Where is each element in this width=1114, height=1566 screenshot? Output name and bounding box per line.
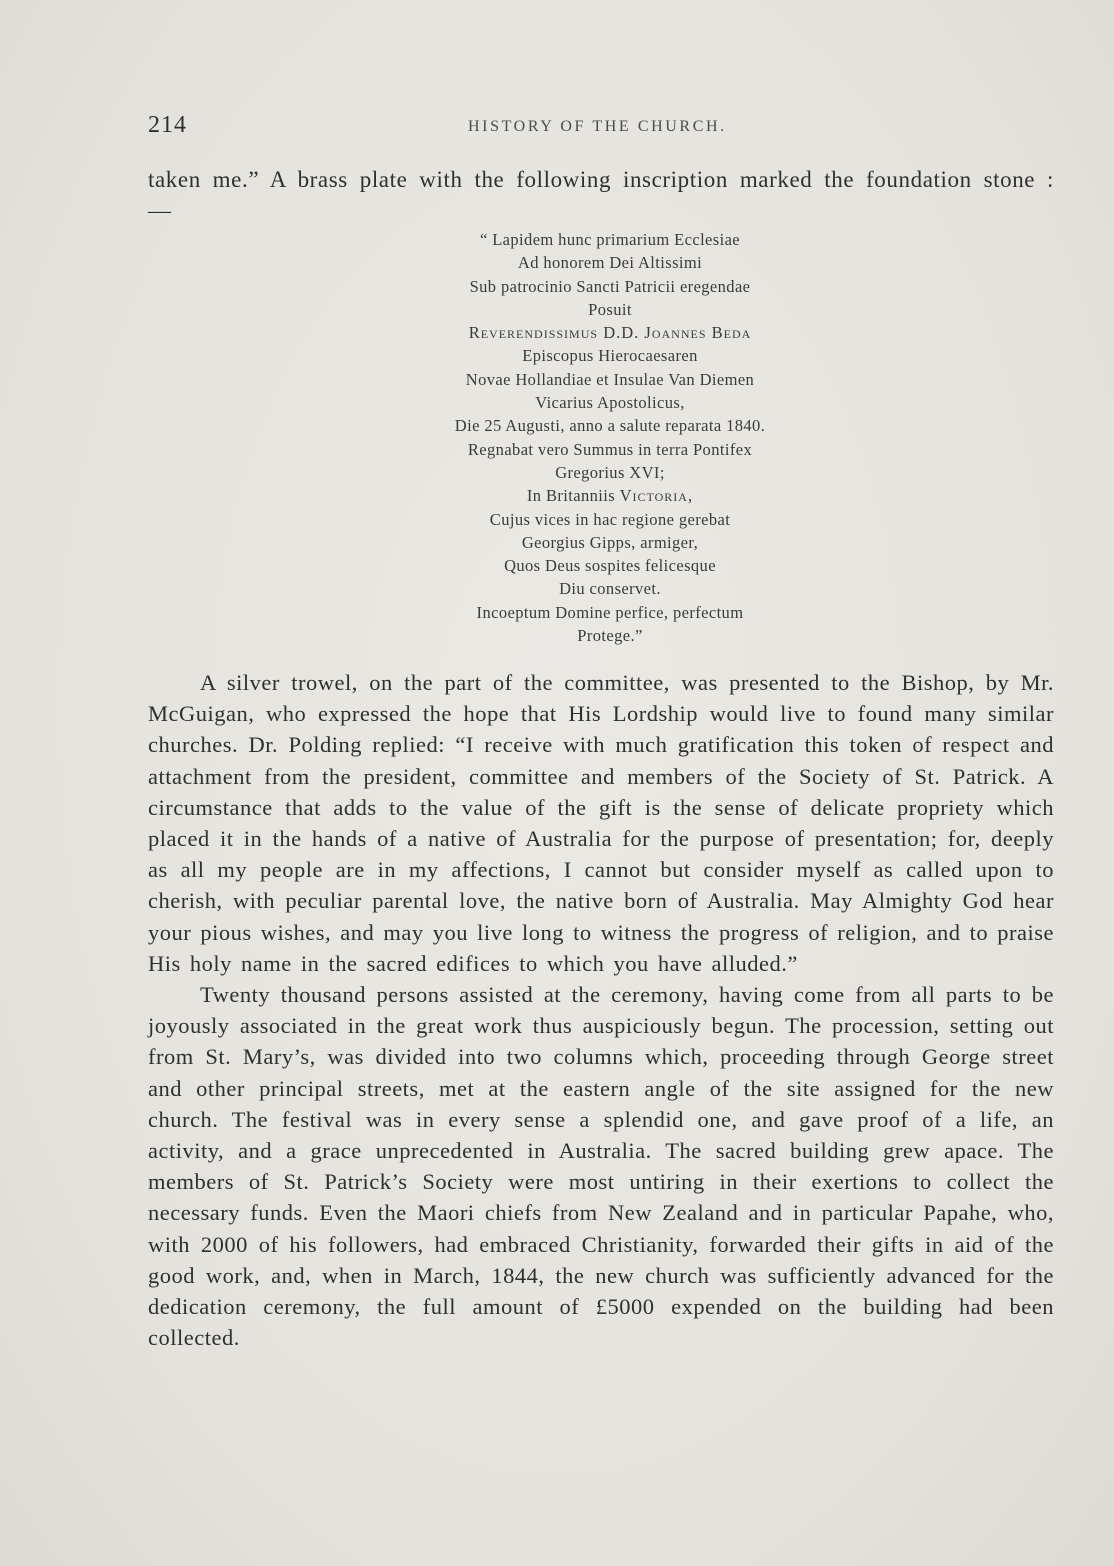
inscription-text: In Britanniis xyxy=(526,486,616,506)
intro-paragraph: taken me.” A brass plate with the following inscription marked the foundation stone :— xyxy=(148,167,1054,223)
inscription-line: Quos Deus sospites felicesque xyxy=(504,556,716,576)
inscription-line: Novae Hollandiae et Insulae Van Diemen xyxy=(465,369,755,389)
inscription-name: Victoria, xyxy=(619,486,694,506)
inscription-line: Cujus vices in hac regione gerebat xyxy=(489,509,731,529)
inscription-line xyxy=(300,484,920,507)
inscription-line: Gregorius XVI; xyxy=(555,462,665,482)
inscription-line: Posuit xyxy=(588,299,632,319)
inscription-line: Diu conservet. xyxy=(559,579,661,599)
page-header xyxy=(148,112,1052,142)
inscription-line: Georgius Gipps, armiger, xyxy=(521,532,699,552)
inscription-line: Reverendissimus D.D. Joannes Beda xyxy=(468,323,752,343)
inscription-line: Vicarius Apostolicus, xyxy=(535,393,685,413)
inscription-line: Ad honorem Dei Altissimi xyxy=(517,253,703,273)
body-text xyxy=(148,667,1054,1353)
body-paragraph: A silver trowel, on the part of the committee, was presented to the Bishop, by Mr. McGuigan, who expressed the hope that His Lordship would live to found many similar churches. Dr. Polding replied: “I receive with much gratification this token of respect and attachment from the president, committee and members of the Society of St. Patrick. A circumstance that adds to the value of the gift is the sense of delicate propriety which placed it in the hands of a native of Australia for the purpose of presentation; for, deeply as all my people are in my affections, I cannot but consider myself as called upon to cherish, with peculiar parental love, the native born of Australia. May Almighty God hear your pious wishes, and may you live long to witness the progress of religion, and to praise His holy name in the sacred edifices to which you have alluded.” xyxy=(148,670,1054,976)
inscription-line: Protege.” xyxy=(577,626,643,646)
inscription-line: Die 25 Augusti, anno a salute reparata 1840. xyxy=(454,416,766,436)
inscription-line: Incoeptum Domine perfice, perfectum xyxy=(476,602,744,622)
body-paragraph: Twenty thousand persons assisted at the ceremony, having come from all parts to be joyously associated in the great work thus auspiciously begun. The procession, setting out from St. Mary’s, was divided into two columns which, proceeding through George street and other principal streets, met at the eastern angle of the site assigned for the new church. The festival was in every sense a splendid one, and gave proof of a life, an activity, and a grace unprecedented in Australia. The sacred building grew apace. The members of St. Patrick’s Society were most untiring in their exertions to collect the necessary funds. Even the Maori chiefs from New Zealand and in particular Papahe, who, with 2000 of his followers, had embraced Christianity, forwarded their gifts in aid of the good work, and, when in March, 1844, the new church was sufficiently advanced for the dedication ceremony, the full amount of £5000 expended on the building had been collected. xyxy=(148,982,1054,1351)
running-title: HISTORY OF THE CHURCH. xyxy=(468,118,727,135)
inscription-line: Episcopus Hierocaesaren xyxy=(522,346,698,366)
inscription-line: Sub patrocinio Sancti Patricii eregendae xyxy=(469,276,751,296)
inscription-line: Regnabat vero Summus in terra Pontifex xyxy=(467,439,753,459)
inscription-line: “ Lapidem hunc primarium Ecclesiae xyxy=(479,230,741,249)
page-number: 214 xyxy=(148,112,187,138)
latin-inscription xyxy=(300,228,920,647)
